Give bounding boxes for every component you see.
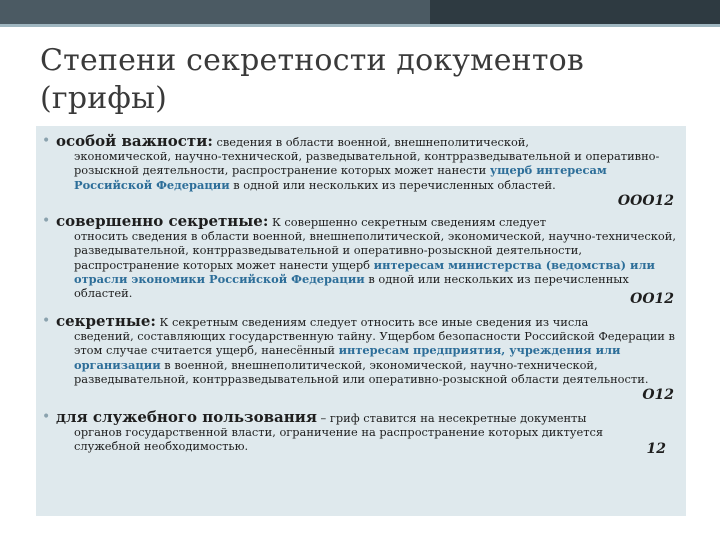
item-code: OOO12 xyxy=(617,193,674,209)
item-text-end: в военной, внешнеполитической, экономической, научно-технической, разведывательной, контрразведывательной или оперативно-розыскной области деятельности. xyxy=(74,357,649,386)
list-item-top-secret-special xyxy=(42,132,678,209)
item-text: относить сведения в области военной, внешнеполитической, экономической, научно-технической, разведывательной, контрразведывательной и оперативно-розыскной деятельности, распространение которых может нанести ущерб xyxy=(74,229,676,272)
item-lead: сведения в области военной, внешнеполитической, xyxy=(212,135,530,149)
item-lead: – гриф ставится на несекретные документы xyxy=(316,411,587,425)
item-text-end: в одной или нескольких из перечисленных областей. xyxy=(74,271,629,301)
item-term: особой важности: xyxy=(56,132,213,150)
bullet-icon: • xyxy=(42,409,51,425)
slide-top-divider xyxy=(0,24,720,27)
bullet-icon: • xyxy=(42,313,51,329)
item-code: 12 xyxy=(646,441,666,457)
item-term: секретные: xyxy=(56,312,156,330)
slide-title: Степени секретности документов (грифы) xyxy=(40,43,584,116)
item-text: органов государственной власти, ограничение на распространение которых диктуется служебной необходимостью. xyxy=(74,425,604,454)
bullet-icon: • xyxy=(42,213,51,229)
item-text: сведений, составляющих государственную тайну. Ущербом безопасности Российской Федерации в этом случае считается ущерб, нанесённый xyxy=(74,329,675,358)
item-term: совершенно секретные: xyxy=(56,212,269,230)
item-text: экономической, научно-технической, разведывательной, контрразведывательной и оперативно-розыскной деятельности, распространение которых может нанести xyxy=(74,149,660,178)
list-item-official-use xyxy=(42,408,678,457)
item-term: для служебного пользования xyxy=(56,408,317,426)
list-item-top-secret xyxy=(42,212,678,307)
item-highlight: интересам предприятия, учреждения или организации xyxy=(74,343,621,372)
item-lead: К совершенно секретным сведениям следует xyxy=(268,215,547,229)
item-highlight: интересам министерства (ведомства) или отрасли экономики Российской Федерации xyxy=(74,257,655,286)
item-code: O12 xyxy=(642,387,674,403)
slide-top-bar-accent xyxy=(430,0,720,24)
item-text-end: в одной или нескольких из перечисленных областей. xyxy=(229,177,556,192)
item-lead: К секретным сведениям следует относить все иные сведения из числа xyxy=(155,315,589,329)
item-highlight: ущерб интересам Российской Федерации xyxy=(74,163,607,192)
list-item-secret xyxy=(42,312,678,403)
bullet-icon: • xyxy=(42,133,51,149)
item-code: OO12 xyxy=(630,291,674,307)
